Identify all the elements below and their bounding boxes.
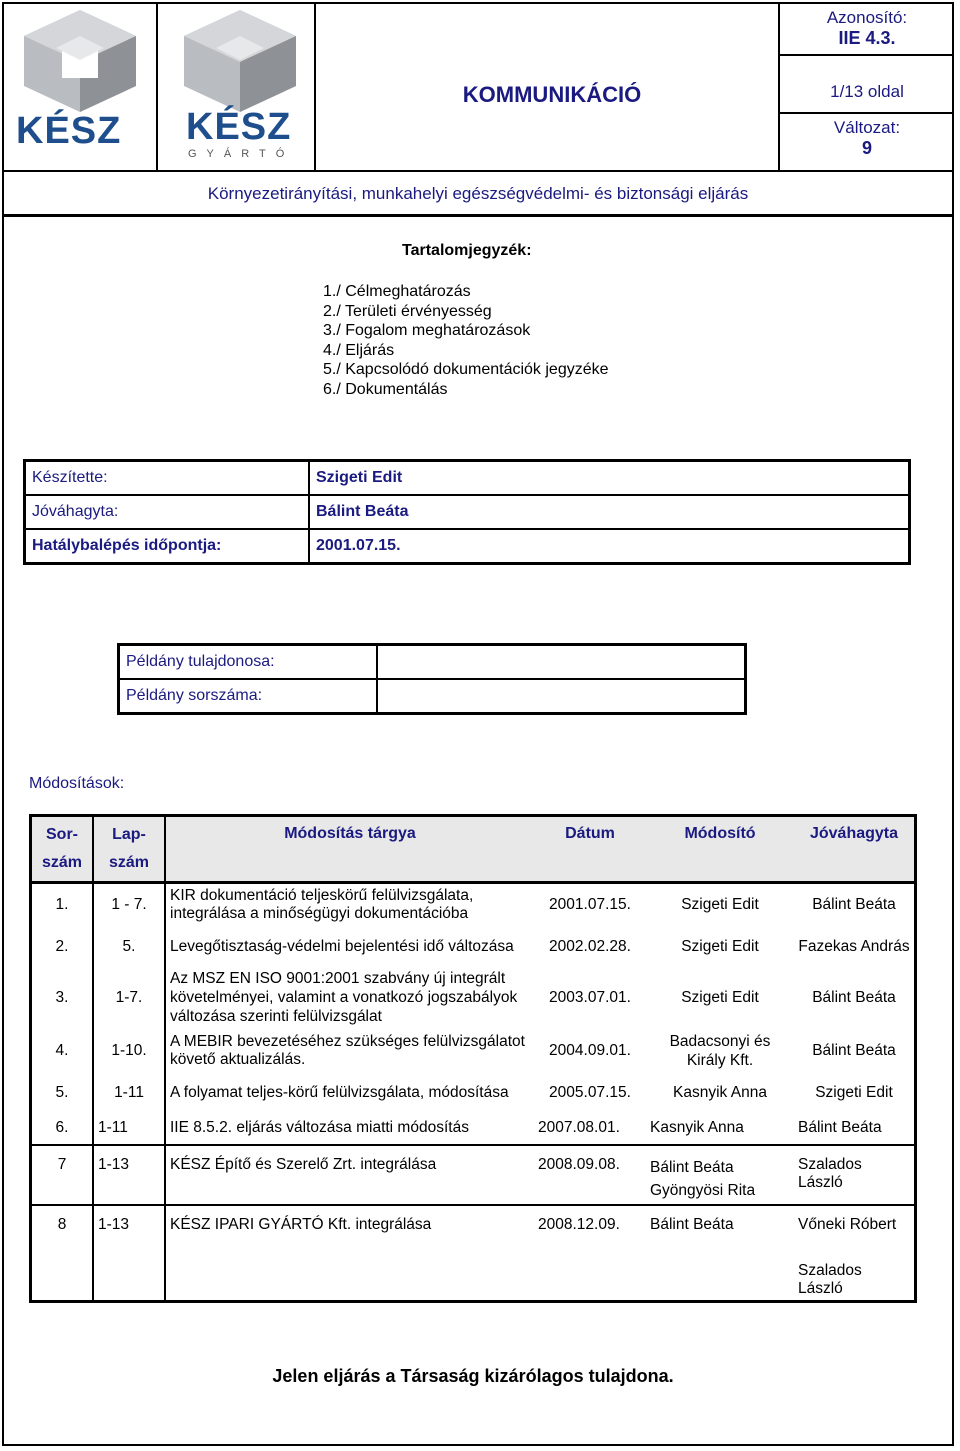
effective-label: Hatálybalépés időpontja: bbox=[32, 537, 222, 554]
table-row: 5. 1-11 A folyamat teljes-körű felülvizsgálata, módosítása 2005.07.15. Kasnyik Anna Szigeti Edit bbox=[31, 1073, 916, 1113]
table-row: 2. 5. Levegőtisztaság-védelmi bejelentési idő változása 2002.02.28. Szigeti Edit Fazekas András bbox=[31, 927, 916, 967]
col-header-number: Sor- szám bbox=[31, 816, 94, 883]
table-row: 6. 1-11 IIE 8.5.2. eljárás változása miatti módosítás 2007.08.01. Kasnyik Anna Bálint Beáta bbox=[31, 1113, 916, 1145]
col-header-pages: Lap- szám bbox=[93, 816, 165, 883]
document-title: KOMMUNIKÁCIÓ bbox=[462, 82, 642, 107]
document-subtitle: Környezetirányítási, munkahelyi egészségvédelmi- és biztonsági eljárás bbox=[207, 184, 749, 203]
id-label: Azonosító: bbox=[826, 8, 908, 27]
modifications-title: Módosítások: bbox=[29, 775, 125, 792]
toc-title: Tartalomjegyzék: bbox=[402, 242, 532, 259]
approval-table bbox=[23, 459, 911, 565]
logo-subtext: GYÁRTÓ bbox=[188, 148, 295, 160]
modifier-name: Gyöngyösi Rita bbox=[650, 1181, 756, 1199]
col-header-date: Dátum bbox=[534, 816, 646, 883]
ownership-footer: Jelen eljárás a Társaság kizárólagos tulajdona. bbox=[272, 1366, 674, 1386]
table-row: 7 1-13 KÉSZ Építő és Szerelő Zrt. integrálása 2008.09.08. Bálint Beáta Gyöngyösi Rita Szalados László bbox=[31, 1145, 916, 1205]
effective-value: 2001.07.15. bbox=[316, 537, 401, 554]
approved-value: Bálint Beáta bbox=[316, 503, 409, 520]
document-header bbox=[2, 2, 954, 218]
version-label: Változat: bbox=[833, 118, 901, 137]
table-row: 8 1-13 KÉSZ IPARI GYÁRTÓ Kft. integrálása 2008.12.09. Bálint Beáta Vőneki Róbert Szalados László bbox=[31, 1205, 916, 1302]
logo-wordmark: KÉSZ bbox=[16, 110, 122, 152]
copy-table bbox=[117, 643, 747, 715]
kesz-emblem-icon bbox=[16, 6, 144, 114]
toc-item: 1./ Célmeghatározás bbox=[323, 283, 471, 300]
toc-item: 3./ Fogalom meghatározások bbox=[323, 322, 531, 340]
toc-item: 4./ Eljárás bbox=[323, 341, 395, 359]
kesz-logo bbox=[16, 6, 144, 166]
modifications-table bbox=[29, 814, 917, 1303]
modifier-name: Bálint Beáta bbox=[650, 1158, 734, 1176]
table-row: 4. 1-10. A MEBIR bevezetéséhez szükséges felülvizsgálatot követő aktualizálás. 2004.09.01. Badacsonyi és Király Kft. Bálint Beáta bbox=[31, 1029, 916, 1073]
kesz-gyarto-logo bbox=[172, 6, 308, 166]
id-value: IIE 4.3. bbox=[838, 28, 896, 48]
kesz-emblem-icon bbox=[176, 6, 304, 114]
owner-label: Példány tulajdonosa: bbox=[126, 653, 275, 670]
toc-item: 6./ Dokumentálás bbox=[323, 380, 448, 398]
page-indicator: 1/13 oldal bbox=[830, 82, 904, 101]
table-of-contents bbox=[323, 282, 609, 400]
toc-item: 5./ Kapcsolódó dokumentációk jegyzéke bbox=[323, 361, 609, 379]
col-header-modifier: Módosító bbox=[646, 816, 794, 883]
col-header-approver: Jóváhagyta bbox=[794, 816, 916, 883]
logo-wordmark: KÉSZ bbox=[186, 106, 292, 148]
version-value: 9 bbox=[861, 138, 872, 158]
table-row: 3. 1-7. Az MSZ EN ISO 9001:2001 szabvány új integrált követelményei, valamint a vonatkozó jogszabályok változása szerinti felülvizsgálat 2003.07.01. Szigeti Edit Bálint Beáta bbox=[31, 967, 916, 1029]
col-header-subject: Módosítás tárgya bbox=[165, 816, 534, 883]
approved-label: Jóváhagyta: bbox=[32, 503, 119, 520]
approver-name: Szalados László bbox=[798, 1261, 862, 1297]
table-row: 1. 1 - 7. KIR dokumentáció teljeskörű felülvizsgálata, integrálása a minőségügyi dokumentációba 2001.07.15. Szigeti Edit Bálint Beáta bbox=[31, 883, 916, 927]
approver-name: Vőneki Róbert bbox=[798, 1215, 897, 1233]
serial-label: Példány sorszáma: bbox=[126, 687, 263, 704]
prepared-value: Szigeti Edit bbox=[316, 469, 403, 486]
toc-item: 2./ Területi érvényesség bbox=[323, 302, 492, 320]
prepared-label: Készítette: bbox=[32, 469, 108, 486]
